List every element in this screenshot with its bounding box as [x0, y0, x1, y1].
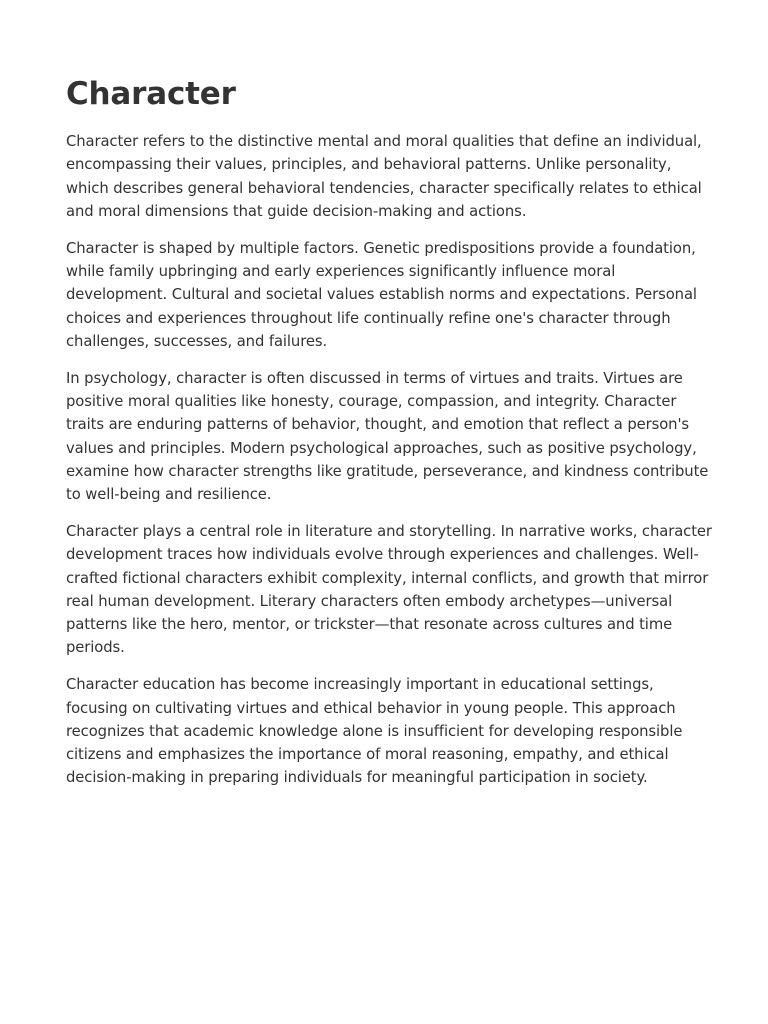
paragraph-literature: Character plays a central role in literature and storytelling. In narrative works, character development traces how individuals evolve through experiences and challenges. Well-crafted fictional characters exhibit complexity, internal conflicts, and growth that mirror real human development. Literary characters often embody archetypes—universal patterns like the hero, mentor, or trickster—that resonate across cultures and time periods.	[66, 522, 712, 657]
paragraph-education: Character education has become increasingly important in educational settings, focusing on cultivating virtues and ethical behavior in young people. This approach recognizes that academic knowledge alone is insufficient for developing responsible citizens and emphasizes the importance of moral reasoning, empathy, and ethical decision-making in preparing individuals for meaningful participation in society.	[66, 676, 683, 787]
article	[66, 72, 714, 803]
paragraph-influences: Character is shaped by multiple factors. Genetic predispositions provide a foundation, while family upbringing and early experiences significantly influence moral development. Cultural and societal values establish norms and expectations. Personal choices and experiences throughout life continually refine one's character through challenges, successes, and failures.	[66, 239, 697, 350]
paragraph-psychology: In psychology, character is often discussed in terms of virtues and traits. Virtues are positive moral qualities like honesty, courage, compassion, and integrity. Character traits are enduring patterns of behavior, thought, and emotion that reflect a person's values and principles. Modern psychological approaches, such as positive psychology, examine how character strengths like gratitude, perseverance, and kindness contribute to well-being and resilience.	[66, 369, 709, 504]
page-title: Character	[66, 76, 236, 112]
paragraph-definition: Character refers to the distinctive mental and moral qualities that define an individual, encompassing their values, principles, and behavioral patterns. Unlike personality, which describes general behavioral tendencies, character specifically relates to ethical and moral dimensions that guide decision-making and actions.	[66, 133, 702, 220]
